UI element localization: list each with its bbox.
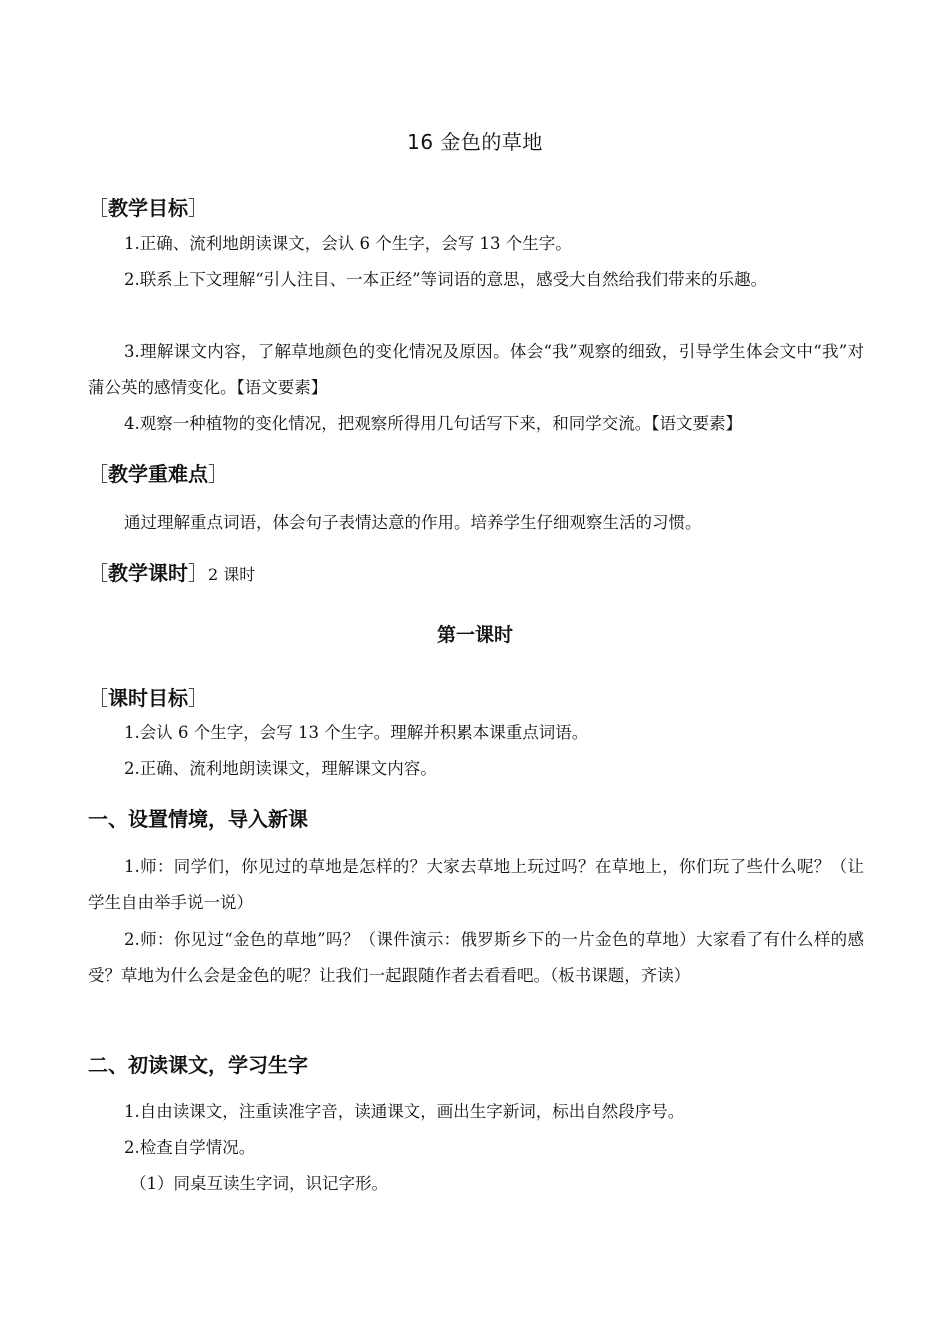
- objectives-heading-text: 教学目标: [108, 196, 188, 220]
- bracket-close: ］: [188, 196, 208, 220]
- section1-item-2: 2.师：你见过“金色的草地”吗？（课件演示：俄罗斯乡下的一片金色的草地）大家看了有什么样的感受？草地为什么会是金色的呢？让我们一起跟随作者去看看吧。（板书课题，齐读）: [88, 930, 864, 985]
- difficulty-heading-text: 教学重难点: [108, 462, 208, 486]
- hours-value: 2 课时: [208, 565, 256, 584]
- lesson-goal-item-1: 1.会认 6 个生字，会写 13 个生字。理解并积累本课重点词语。: [124, 723, 589, 742]
- lesson-goal-heading: [88, 682, 208, 711]
- lesson-goal-item-2: 2.正确、流利地朗读课文，理解课文内容。: [124, 759, 437, 778]
- hours-heading-text: 教学课时: [108, 561, 188, 585]
- lesson-goal-heading-text: 课时目标: [108, 686, 188, 710]
- hours-heading: [88, 557, 255, 586]
- bracket-open: ［: [88, 686, 108, 710]
- bracket-open: ［: [88, 561, 108, 585]
- section1-title: 一、设置情境，导入新课: [88, 807, 308, 831]
- section2-item-3: （1）同桌互读生字词，识记字形。: [130, 1174, 388, 1193]
- bracket-close: ］: [208, 462, 228, 486]
- lesson1-title: 第一课时: [436, 624, 513, 646]
- objective-item-3: 3.理解课文内容，了解草地颜色的变化情况及原因。体会“我”观察的细致，引导学生体会文中“我”对蒲公英的感情变化。【语文要素】: [88, 342, 864, 397]
- objective-item-2: 2.联系上下文理解“引人注目、一本正经”等词语的意思，感受大自然给我们带来的乐趣。: [124, 270, 768, 289]
- section2-item-2: 2.检查自学情况。: [124, 1138, 256, 1157]
- section2-title: 二、初读课文，学习生字: [88, 1053, 308, 1077]
- bracket-open: ［: [88, 196, 108, 220]
- objectives-heading: [88, 192, 208, 221]
- lesson-title: 16 金色的草地: [407, 130, 543, 154]
- bracket-close: ］: [188, 561, 208, 585]
- difficulty-text: 通过理解重点词语，体会句子表情达意的作用。培养学生仔细观察生活的习惯。: [124, 513, 702, 532]
- bracket-open: ［: [88, 462, 108, 486]
- section1-item-1: 1.师：同学们，你见过的草地是怎样的？大家去草地上玩过吗？在草地上，你们玩了些什么呢？（让学生自由举手说一说）: [88, 857, 864, 912]
- difficulty-heading: [88, 458, 228, 487]
- section2-item-1: 1.自由读课文，注重读准字音，读通课文，画出生字新词，标出自然段序号。: [124, 1102, 685, 1121]
- bracket-close: ］: [188, 686, 208, 710]
- objective-item-1: 1.正确、流利地朗读课文，会认 6 个生字，会写 13 个生字。: [124, 234, 572, 253]
- objective-item-4: 4.观察一种植物的变化情况，把观察所得用几句话写下来，和同学交流。【语文要素】: [124, 414, 742, 433]
